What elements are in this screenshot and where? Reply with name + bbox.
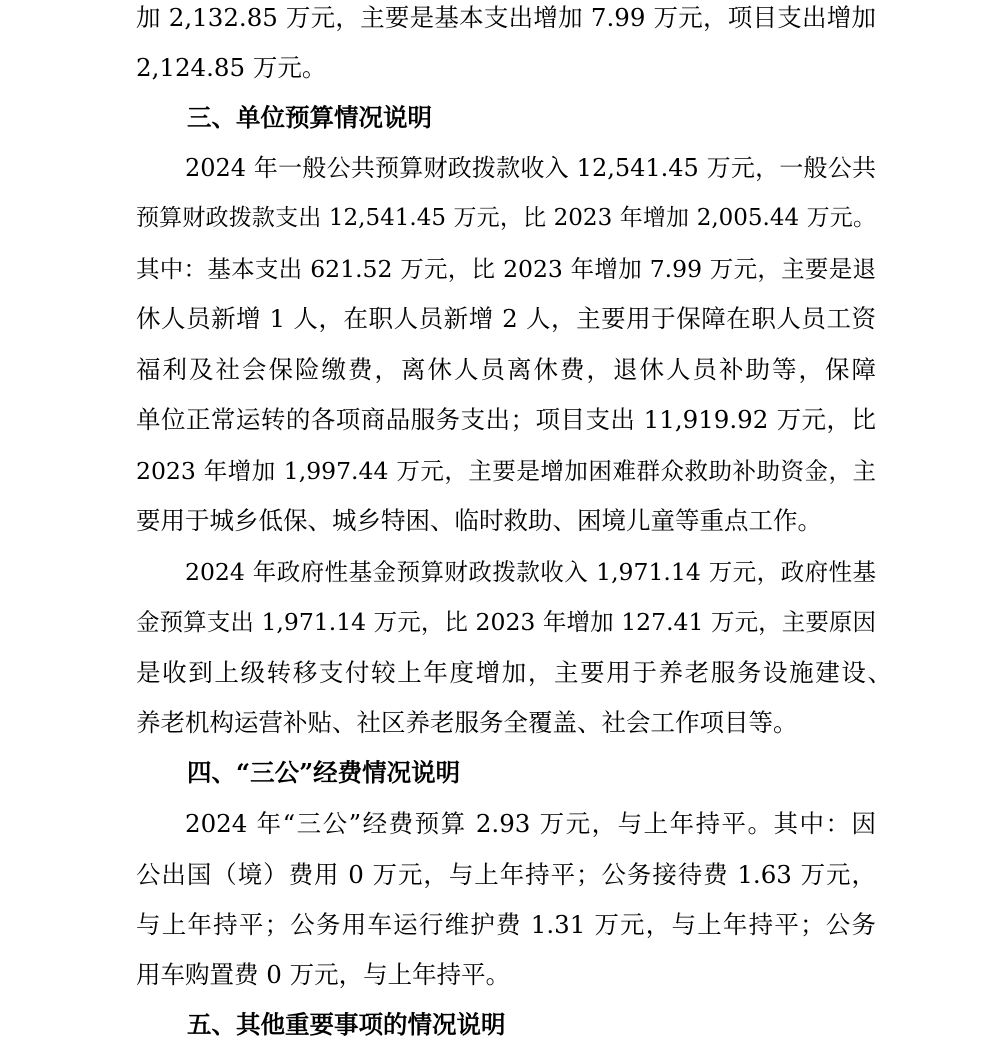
paragraph-line: 金预算支出 1,971.14 万元，比 2023 年增加 127.41 万元，主要原因 (136, 608, 876, 636)
paragraph-line: 与上年持平；公务用车运行维护费 1.31 万元，与上年持平；公务 (136, 910, 876, 939)
paragraph-line: 其中：基本支出 621.52 万元，比 2023 年增加 7.99 万元，主要是退 (136, 255, 876, 283)
paragraph-line: 是收到上级转移支付较上年度增加，主要用于养老服务设施建设、 (136, 658, 892, 687)
section-heading-4: 四、“三公”经费情况说明 (187, 758, 461, 787)
paragraph-line: 福利及社会保险缴费，离休人员离休费，退休人员补助等，保障 (136, 355, 876, 384)
paragraph-line: 加 2,132.85 万元，主要是基本支出增加 7.99 万元，项目支出增加 (136, 3, 876, 32)
paragraph-line: 2,124.85 万元。 (136, 53, 327, 82)
paragraph-line: 2023 年增加 1,997.44 万元，主要是增加困难群众救助补助资金，主 (136, 457, 876, 485)
paragraph-line: 用车购置费 0 万元，与上年持平。 (136, 960, 511, 989)
paragraph-line: 2024 年“三公”经费预算 2.93 万元，与上年持平。其中：因 (185, 809, 876, 838)
section-heading-5: 五、其他重要事项的情况说明 (187, 1010, 506, 1039)
paragraph-line: 单位正常运转的各项商品服务支出；项目支出 11,919.92 万元，比 (136, 405, 876, 434)
paragraph-line: 养老机构运营补贴、社区养老服务全覆盖、社会工作项目等。 (136, 708, 798, 737)
paragraph-line: 2024 年一般公共预算财政拨款收入 12,541.45 万元，一般公共 (185, 154, 876, 182)
paragraph-line: 2024 年政府性基金预算财政拨款收入 1,971.14 万元，政府性基 (185, 558, 876, 586)
paragraph-line: 预算财政拨款支出 12,541.45 万元，比 2023 年增加 2,005.44 万元。 (136, 205, 876, 231)
paragraph-line: 要用于城乡低保、城乡特困、临时救助、困境儿童等重点工作。 (136, 506, 822, 535)
section-heading-3: 三、单位预算情况说明 (187, 103, 432, 132)
paragraph-line: 公出国（境）费用 0 万元，与上年持平；公务接待费 1.63 万元， (136, 860, 876, 889)
paragraph-line: 休人员新增 1 人，在职人员新增 2 人，主要用于保障在职人员工资 (136, 304, 876, 333)
